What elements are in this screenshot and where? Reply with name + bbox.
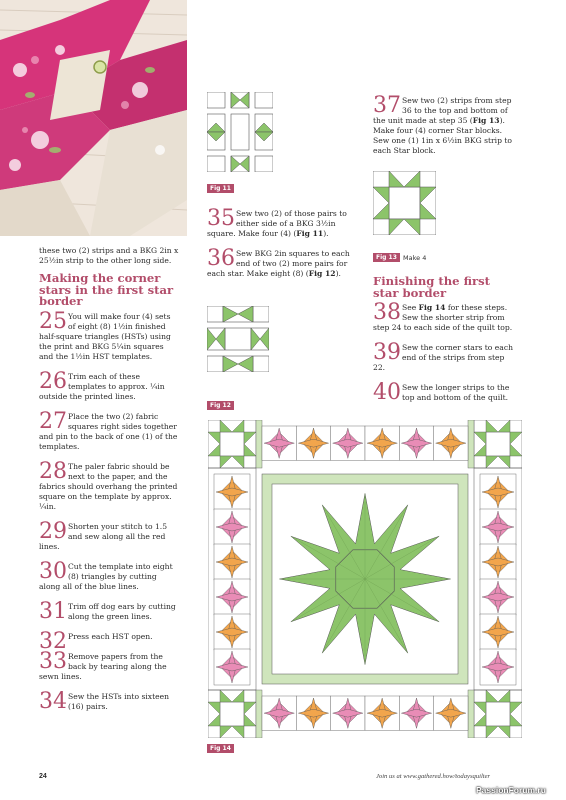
fig12-label: Fig 12 <box>207 401 234 410</box>
step-text: Sew the HSTs into sixteen (16) pairs. <box>68 691 170 711</box>
step-26 <box>39 368 179 402</box>
step-text: Sew the longer strips to the top and bottom of the quilt. <box>402 383 510 402</box>
step-text: for these steps. Sew the shorter strip from step 24 to each side of the quilt top. <box>373 303 513 332</box>
left-column <box>39 246 179 722</box>
page-number: 24 <box>39 773 47 780</box>
step-number: 30 <box>39 558 67 584</box>
step-29 <box>39 518 179 552</box>
step-number: 27 <box>39 408 67 434</box>
step-35 <box>207 206 350 239</box>
step-text: Sew the corner stars to each end of the strips from step 22. <box>373 343 513 372</box>
fig14-quilt-diagram <box>208 420 522 738</box>
fig-ref: Fig 12 <box>308 269 336 278</box>
step-39 <box>373 340 513 373</box>
step-number: 32 <box>39 628 67 654</box>
step-text-end: ). <box>323 229 329 238</box>
step-number: 31 <box>39 598 67 624</box>
watermark: PassionForum.ru <box>476 785 546 795</box>
fig-ref: Fig 14 <box>418 303 446 312</box>
step-number: 38 <box>373 300 401 325</box>
step-number: 35 <box>207 206 235 231</box>
step-number: 33 <box>39 648 67 674</box>
step-32 <box>39 628 179 654</box>
intro-text: these two (2) strips and a BKG 2in x 25½in strip to the other long side. <box>39 246 179 265</box>
step-number: 37 <box>373 93 401 118</box>
step-25 <box>39 308 179 362</box>
fig11-diagram <box>207 92 273 172</box>
step-text: Sew two (2) strips from step 36 to the top and bottom of the unit made at step 35 ( <box>373 96 512 125</box>
finishing-section <box>373 276 513 413</box>
step-38 <box>373 300 513 333</box>
heading-corner-stars: Making the corner stars in the first star border <box>39 271 174 308</box>
step-text: Sew two (2) of those pairs to either side of a BKG 3½in square. Make four (4) ( <box>207 209 347 238</box>
right-column <box>373 93 513 166</box>
step-number: 25 <box>39 308 67 334</box>
step-text: Remove papers from the back by tearing along the sewn lines. <box>39 651 167 681</box>
step-number: 26 <box>39 368 67 394</box>
fig13-make-label: Make 4 <box>403 254 427 262</box>
step-number: 39 <box>373 340 401 365</box>
fig-ref: Fig 13 <box>472 116 500 125</box>
step-text-end: ). <box>335 269 341 278</box>
step-text: The paler fabric should be next to the paper, and the fabrics should overhang the printed square on the template by approx. ¼in. <box>39 461 178 511</box>
step-text: Trim off dog ears by cutting along the green lines. <box>68 601 176 621</box>
step-text-end: ). Make four (4) corner Star blocks. Sew one (1) 1in x 6½in BKG strip to each Star block. <box>373 116 512 155</box>
step-text: Place the two (2) fabric squares right sides together and pin to the back of one (1) of the templates. <box>39 411 178 451</box>
middle-column <box>207 206 350 289</box>
step-number: 29 <box>39 518 67 544</box>
fig13-diagram <box>373 171 436 235</box>
fig-ref: Fig 11 <box>296 229 324 238</box>
step-text: You will make four (4) sets of eight (8) 1½in finished half-square triangles (HSTs) using the print and BKG 5¼in squares and the 1½in HST templates. <box>39 311 171 361</box>
step-30 <box>39 558 179 592</box>
step-40 <box>373 380 513 405</box>
step-text: Sew BKG 2in squares to each end of two (2) more pairs for each star. Make eight (8) ( <box>207 249 350 278</box>
fig12-diagram <box>207 306 269 372</box>
step-number: 28 <box>39 458 67 484</box>
step-text: Press each HST open. <box>68 631 153 641</box>
quilt-photo <box>0 0 187 236</box>
step-text: Cut the template into eight (8) triangles by cutting along all of the blue lines. <box>39 561 173 591</box>
step-28 <box>39 458 179 512</box>
step-text-pre: See <box>402 303 419 312</box>
website-footer: Join us at www.gathered.how/todaysquilter <box>376 773 491 780</box>
heading-finishing: Finishing the first star border <box>373 274 491 300</box>
step-text: Trim each of these templates to approx. ¼in outside the printed lines. <box>39 371 165 401</box>
step-36 <box>207 246 350 279</box>
step-number: 36 <box>207 246 235 271</box>
step-37 <box>373 93 513 156</box>
fig13-label: Fig 13 <box>373 253 400 262</box>
step-number: 34 <box>39 688 67 714</box>
step-31 <box>39 598 179 624</box>
step-number: 40 <box>373 380 401 405</box>
fig11-label: Fig 11 <box>207 184 234 193</box>
step-33 <box>39 648 179 682</box>
step-text: Shorten your stitch to 1.5 and sew along all the red lines. <box>39 521 168 551</box>
step-34 <box>39 688 179 714</box>
fig14-label: Fig 14 <box>207 744 234 753</box>
step-27 <box>39 408 179 452</box>
